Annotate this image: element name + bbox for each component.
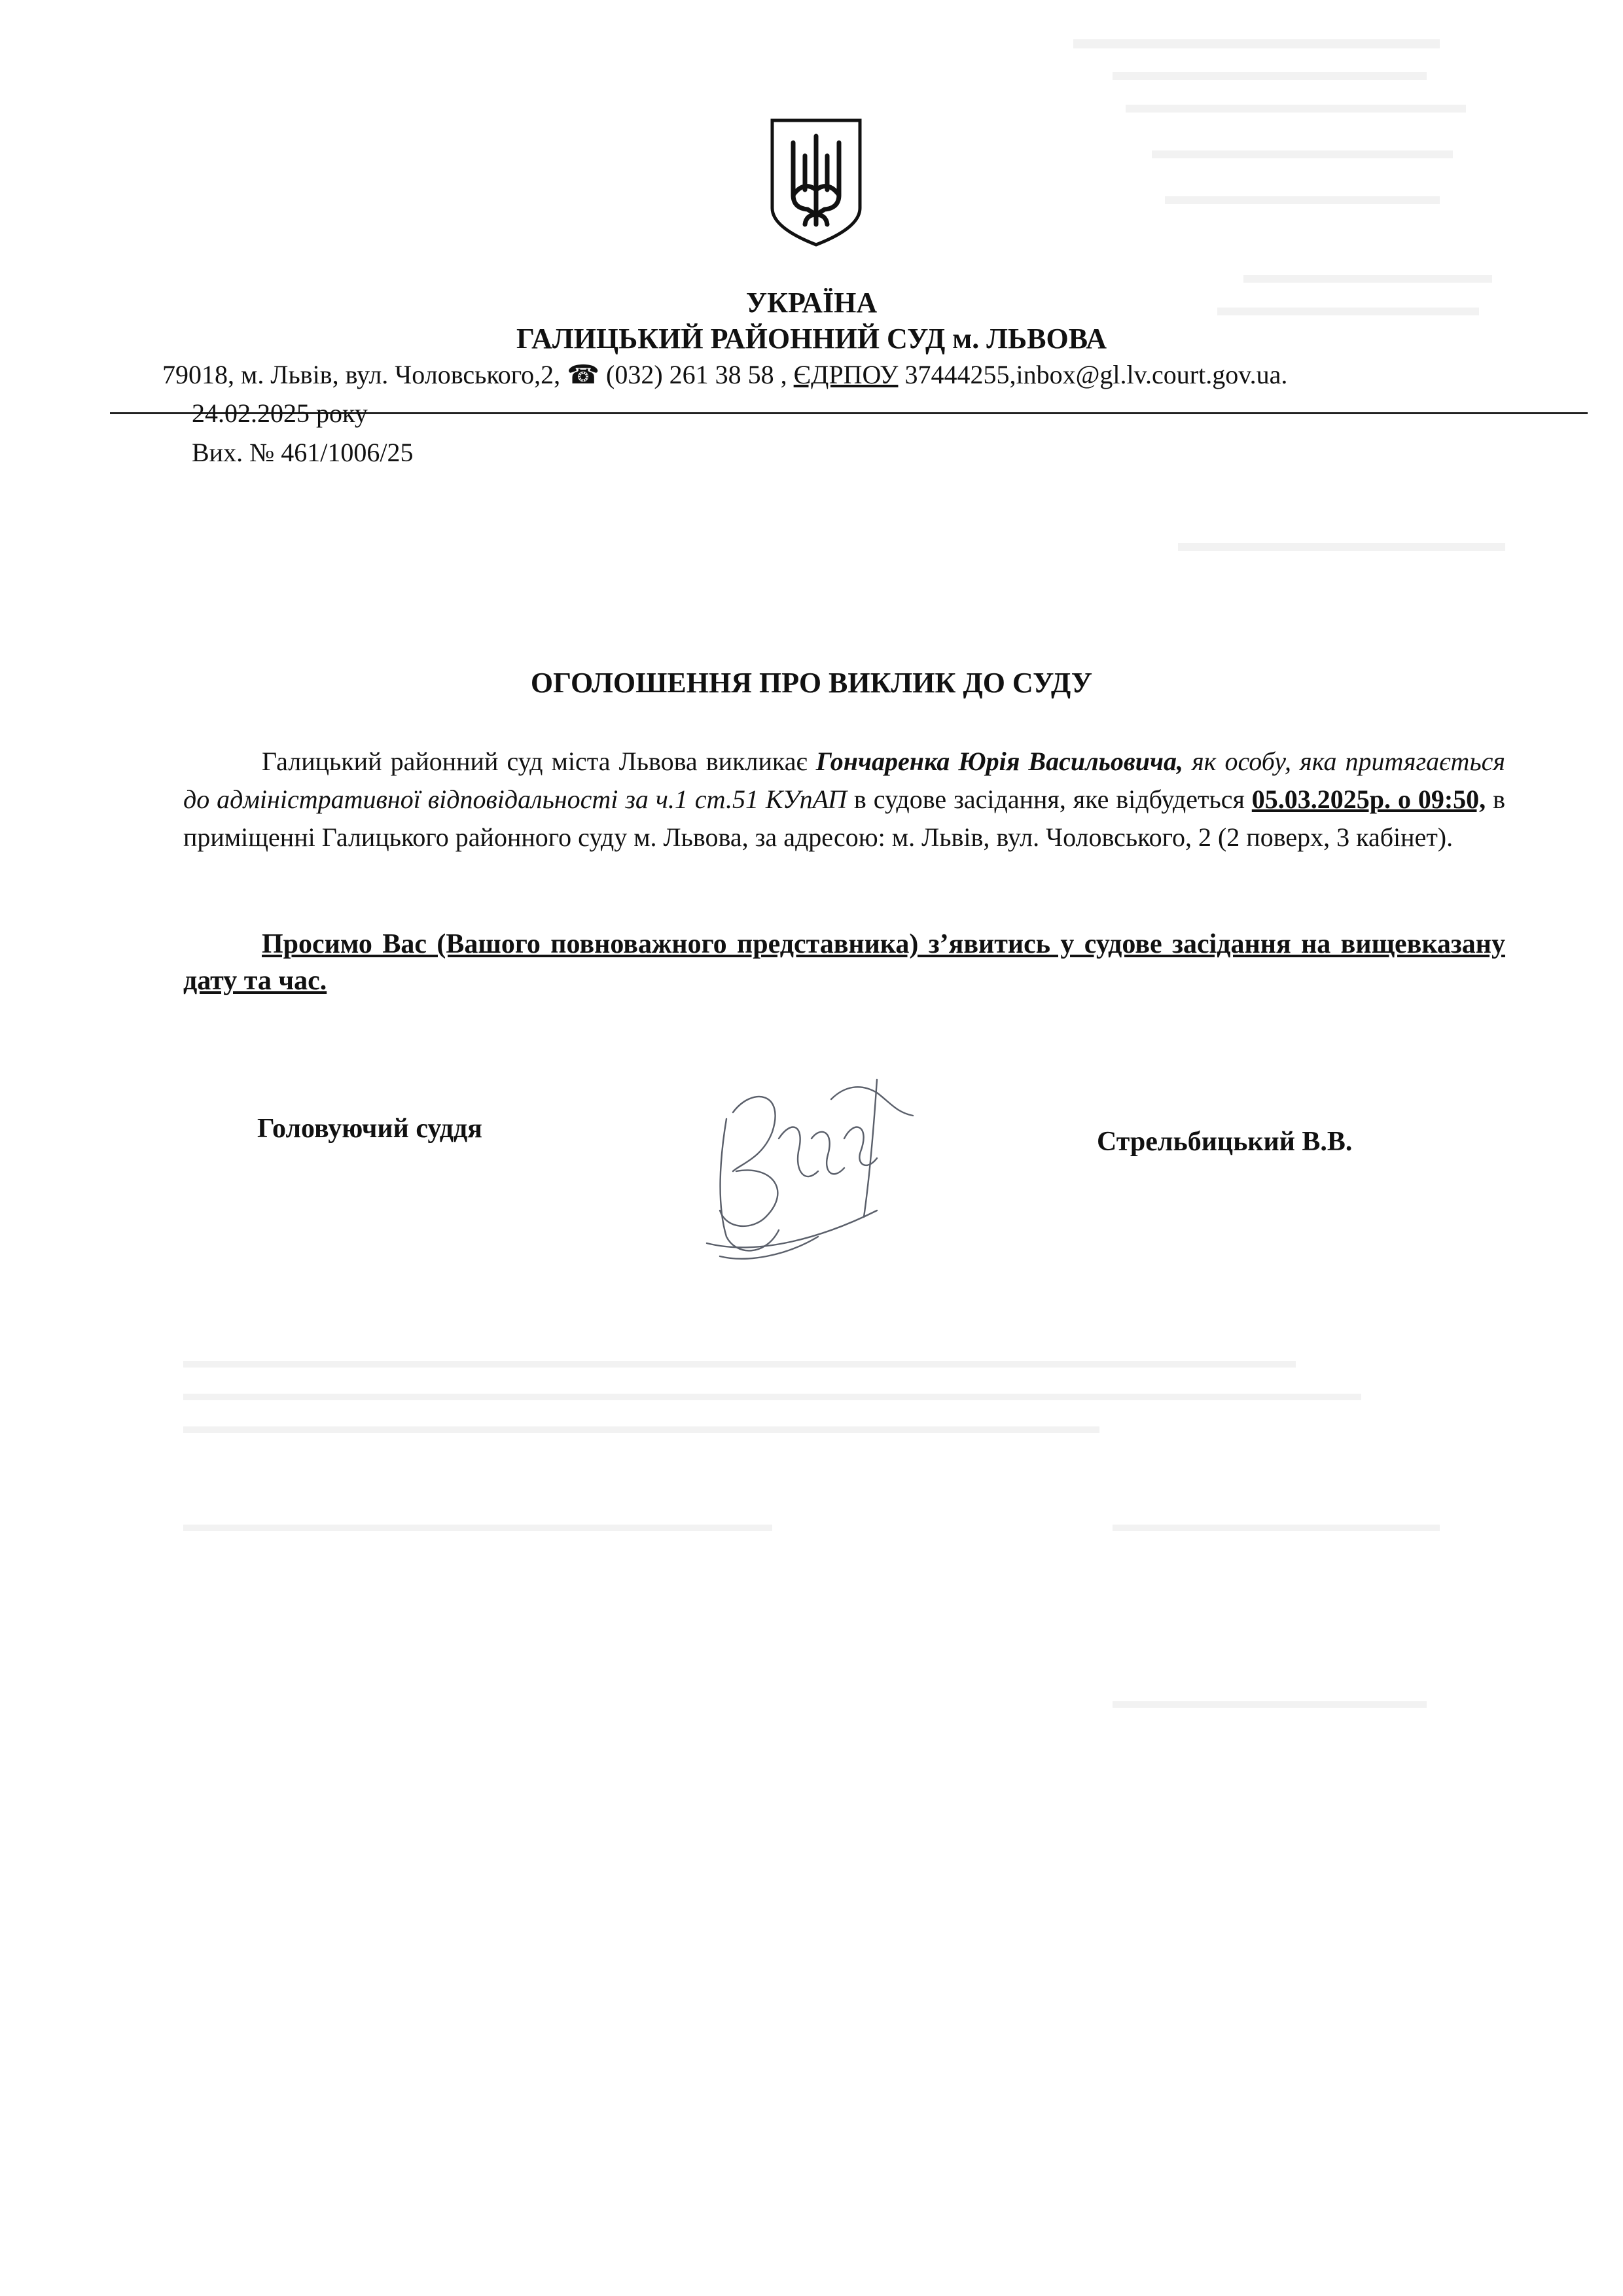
country-heading: УКРАЇНА bbox=[745, 287, 878, 319]
phone-icon: ☎ bbox=[567, 360, 600, 389]
court-contacts-line bbox=[162, 359, 1287, 391]
summoned-person: Гончаренка Юрія Васильовича, bbox=[815, 747, 1192, 776]
court-name-heading: ГАЛИЦЬКИЙ РАЙОННИЙ СУД м. ЛЬВОВА bbox=[516, 323, 1107, 355]
body-intro: Галицький районний суд міста Львова викликає bbox=[262, 747, 816, 776]
legal-status: як особу, яка притягається до адміністративної відповідальності за ч.1 ст.51 КУпАП bbox=[183, 747, 1505, 814]
appearance-request-text: Просимо Вас (Вашого повноважного представника) з’явитись у судове засідання на вищевказану дату та час. bbox=[183, 929, 1505, 996]
court-phone: (032) 261 38 58 , bbox=[599, 360, 794, 389]
page-title: ОГОЛОШЕННЯ ПРО ВИКЛИК ДО СУДУ bbox=[530, 667, 1093, 699]
summons-paragraph bbox=[183, 743, 1505, 857]
trident-coat-of-arms-icon bbox=[767, 116, 865, 247]
hearing-datetime: 05.03.2025р. о 09:50, bbox=[1251, 785, 1486, 814]
outgoing-number: Вих. № 461/1006/25 bbox=[192, 438, 414, 467]
judge-role: Головуючий суддя bbox=[257, 1114, 482, 1144]
summons-body bbox=[183, 743, 1505, 857]
edrpou-and-email: 37444255,inbox@gl.lv.court.gov.ua. bbox=[898, 360, 1288, 389]
document-date: 24.02.2025 року bbox=[192, 398, 368, 428]
body-location: в приміщенні Галицького районного суду м. Львова, за адресою: м. Львів, вул. Чоловського, 2 (2 поверх, 3 кабінет). bbox=[183, 785, 1505, 852]
appearance-request bbox=[183, 926, 1505, 999]
handwritten-signature bbox=[681, 1040, 916, 1276]
edrpou-label: ЄДРПОУ bbox=[793, 360, 899, 389]
body-middle: в судове засідання, яке відбудеться bbox=[847, 785, 1252, 814]
judge-name: Стрельбицький В.В. bbox=[1097, 1127, 1353, 1157]
court-address: 79018, м. Львів, вул. Чоловського,2, bbox=[162, 360, 561, 389]
